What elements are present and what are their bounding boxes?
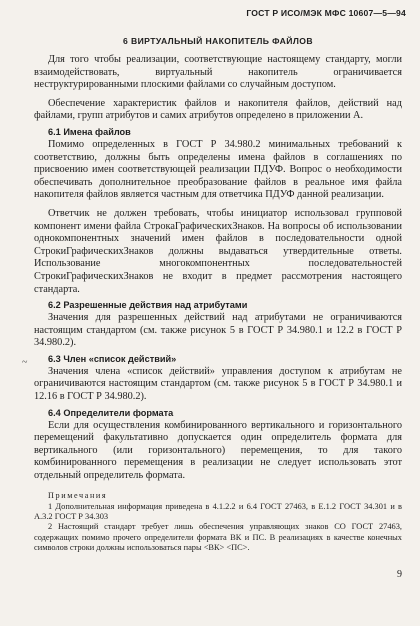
paragraph: Помимо определенных в ГОСТ Р 34.980.2 минимальных требований к соответствию, должны быть определены имена файлов в соглашениях по присвоению имен соответствующей реализации ПДУФ. Вопрос о необходимости обеспечивать дополнительное преобразование файлов в реальное имя файла накопителя файлов является частным для ответчика ПДУФ данной реализации. [34, 138, 402, 201]
note: 2 Настоящий стандарт требует лишь обеспечения управляющих знаков СО ГОСТ 27463, содержащих помимо прочего определители формата ВК и ПС. В реализациях в качестве конечных символов строки должны использоваться пары <ВК> <ПС>. [34, 522, 402, 553]
subsection-title: 6.3 Член «список действий» [48, 353, 177, 364]
note: 1 Дополнительная информация приведена в 4.1.2.2 и 6.4 ГОСТ 27463, в Е.1.2 ГОСТ 34.301 и в А.3.2 ГОСТ Р 34.303 [34, 501, 402, 522]
page-number: 9 [397, 569, 402, 580]
paragraph: Значения для разрешенных действий над атрибутами не ограничиваются настоящим стандартом (см. также рисунок 5 в ГОСТ Р 34.980.1 и 12.2 в ГОСТ Р 34.980.2). [34, 312, 402, 349]
section-title: 6 ВИРТУАЛЬНЫЙ НАКОПИТЕЛЬ ФАЙЛОВ [123, 36, 313, 46]
subsection-title: 6.1 Имена файлов [48, 126, 131, 137]
paragraph: Ответчик не должен требовать, чтобы инициатор использовал групповой компонент имени файла СтрокаГрафическихЗнаков. На вопросы об использовании однокомпонентных значений имен файлов в последовательности одной СтрокиГрафическихЗнаков должны выдаваться утвердительные ответы. Использование многокомпонентных последовательностей СтрокиГрафическихЗнаков не входит в предмет рассмотрения настоящего стандарта. [34, 207, 402, 295]
running-header: ГОСТ Р ИСО/МЭК МФС 10607—5—94 [246, 8, 406, 18]
subsection-title: 6.4 Определители формата [48, 407, 174, 418]
margin-mark: ~ [22, 357, 28, 368]
paragraph: Значения члена «список действий» управления доступом к атрибутам не ограничиваются настоящим стандартом (см. также рисунок 5 в ГОСТ Р 34.980.1 и 12.16 в ГОСТ Р 34.980.2). [34, 365, 402, 403]
paragraph: Обеспечение характеристик файлов и накопителя файлов, действий над файлами, групп атрибутов и самих атрибутов определено в приложении А. [34, 97, 402, 122]
document-page [34, 8, 406, 554]
paragraph: Если для осуществления комбинированного вертикального и горизонтального перемещений факультативно допускается один определитель формата для вертикального (или горизонтального) перемещения, то для такого комбинированного перемещения в реализации не следует использовать этот отдельный определитель формата. [34, 419, 402, 482]
subsection-title: 6.2 Разрешенные действия над атрибутами [48, 300, 248, 311]
notes-heading: Примечания [48, 490, 108, 500]
paragraph: Для того чтобы реализации, соответствующие настоящему стандарту, могли взаимодействовать, виртуальный накопитель ограничивается неструктурированными плоскими файлами со случайным доступом. [34, 54, 402, 91]
